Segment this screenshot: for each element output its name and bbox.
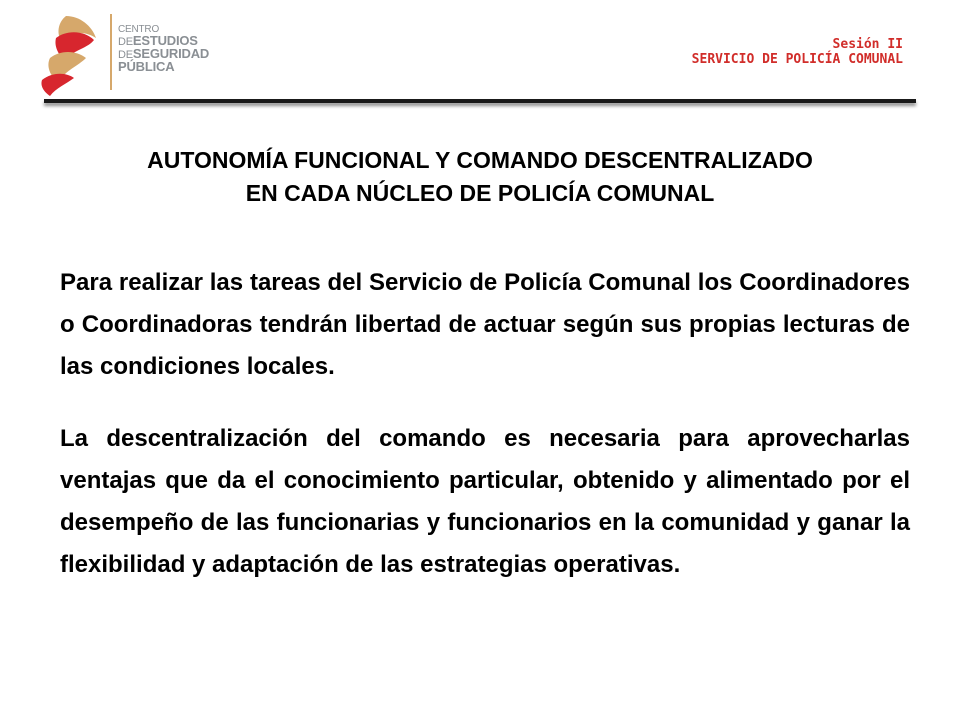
logo [36, 8, 211, 96]
session-subtitle: SERVICIO DE POLICÍA COMUNAL [691, 52, 903, 67]
paragraph-2: La descentralización del comando es necesaria para aprovecharlas ventajas que da el conocimiento particular, obtenido y alimentado por el desempeño de las funcionarias y funcionarios en la comunidad y ganar la flexibilidad y adaptación de las estrategias operativas. [60, 425, 910, 578]
paragraph-1: Para realizar las tareas del Servicio de Policía Comunal los Coordinadores o Coordinadoras tendrán libertad de actuar según sus propias lecturas de las condiciones locales. [60, 269, 910, 380]
slide-title-line-2: EN CADA NÚCLEO DE POLICÍA COMUNAL [245, 180, 715, 206]
logo-line-1: CENTRO [118, 24, 160, 35]
logo-line-3: DESEGURIDAD [118, 46, 210, 61]
slide-title-line-1: AUTONOMÍA FUNCIONAL Y COMANDO DESCENTRALIZADO [147, 147, 813, 173]
session-number: Sesión II [832, 37, 903, 52]
logo-mark-icon [36, 8, 116, 96]
logo-wordmark [118, 25, 209, 73]
slide-title [40, 144, 920, 210]
logo-line-4: PÚBLICA [118, 59, 175, 74]
logo-line-2: DEESTUDIOS [118, 33, 198, 48]
header-divider [44, 99, 916, 103]
session-header [692, 37, 903, 67]
